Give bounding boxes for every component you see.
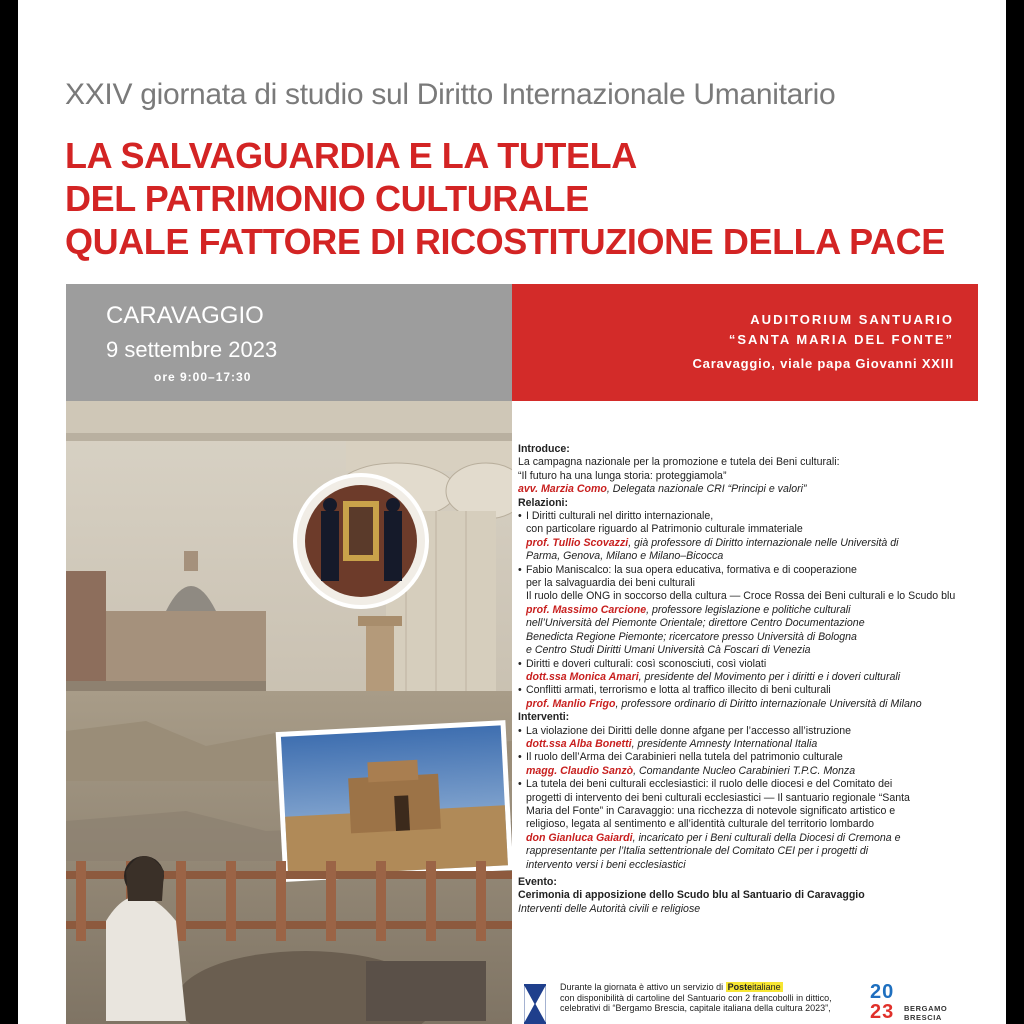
speaker-role: , professore legislazione e politiche culturali (646, 603, 851, 616)
speaker-role-cont (518, 845, 968, 858)
talk-title: • I Diritti culturali nel diritto internazionale, (518, 510, 968, 523)
evento-title: Cerimonia di apposizione dello Scudo blu al Santuario di Caravaggio (518, 889, 865, 902)
footer-line-1: Durante la giornata è attivo un servizio di (560, 982, 724, 992)
speaker-line (518, 671, 968, 684)
blue-shield-icon (524, 984, 546, 1024)
speaker-role: , già professore di Diritto internazionale nelle Università di (628, 536, 899, 549)
event-subtitle: XXIV giornata di studio sul Diritto Internazionale Umanitario (65, 78, 836, 111)
speaker-role: nell’Università del Piemonte Orientale; direttore Centro Documentazione (526, 617, 865, 630)
speaker-role: , Comandante Nucleo Carabinieri T.P.C. Monza (633, 764, 856, 777)
speaker-role-cont (518, 617, 968, 630)
poste-bold: Poste (727, 982, 753, 992)
talk-title: • La tutela dei beni culturali ecclesiastici: il ruolo delle diocesi e del Comitato dei (518, 778, 968, 791)
footer-line-2: con disponibilità di cartoline del Santuario con 2 francobolli in dittico, (560, 992, 832, 1003)
heritage-collage-image (66, 401, 512, 1024)
program-text (518, 443, 968, 916)
speaker-role: , incaricato per i Beni culturali della Diocesi di Cremona e (632, 831, 901, 844)
intro-line: “Il futuro ha una lunga storia: proteggiamola” (518, 469, 727, 482)
venue-address: Caravaggio, viale papa Giovanni XXIII (692, 356, 954, 371)
speaker-role-cont (518, 644, 968, 657)
logo-digits-bottom: 23 (870, 1001, 895, 1023)
speaker-role-cont (518, 859, 968, 872)
poste-italiane-logo (726, 982, 783, 992)
title-line-1: LA SALVAGUARDIA E LA TUTELA (65, 135, 637, 176)
speaker-role-cont (518, 550, 968, 563)
collage-illustration (66, 401, 512, 1024)
speaker-role: Parma, Genova, Milano e Milano–Bicocca (526, 550, 724, 563)
event-city: CARAVAGGIO (106, 302, 264, 329)
speaker-line (518, 537, 968, 550)
speaker-role: , professore ordinario di Diritto internazionale Università di Milano (615, 697, 922, 710)
speaker-line (518, 765, 968, 778)
section-evento: Evento: (518, 876, 557, 888)
speaker-name: avv. Marzia Como (518, 483, 607, 496)
venue-band (512, 284, 978, 401)
speaker-name: prof. Manlio Frigo (526, 697, 616, 710)
section-introduce: Introduce: (518, 443, 570, 455)
bergamo-text: BERGAMO (904, 1004, 948, 1013)
poster-page (18, 0, 1006, 1024)
footer (518, 982, 978, 1024)
venue-sanctuary: “SANTA MARIA DEL FONTE” (728, 332, 954, 347)
section-relazioni: Relazioni: (518, 496, 569, 509)
logo-digits-top: 20 (870, 981, 895, 1003)
footer-line (560, 982, 880, 993)
title-line-2: DEL PATRIMONIO CULTURALE (65, 178, 589, 219)
speaker-name: dott.ssa Monica Amari (526, 670, 639, 683)
date-band (66, 284, 512, 401)
speaker-role: , presidente del Movimento per i diritti e i doveri culturali (638, 670, 901, 683)
intro-line: La campagna nazionale per la promozione e tutela dei Beni culturali: (518, 456, 840, 469)
talk-title: Maria del Fonte” in Caravaggio: una ricchezza di notevole significato artistico e (526, 804, 896, 817)
footer-text (560, 982, 880, 1014)
venue-name: AUDITORIUM SANTUARIO (750, 312, 954, 327)
poste-light: italiane (752, 982, 781, 992)
speaker-role-cont (518, 631, 968, 644)
section-interventi: Interventi: (518, 711, 570, 724)
title-line-3: QUALE FATTORE DI RICOSTITUZIONE DELLA PACE (65, 221, 945, 262)
footer-line-3: celebrativi di “Bergamo Brescia, capitale italiana della cultura 2023”, (560, 1003, 831, 1014)
evento-note: Interventi delle Autorità civili e religiose (518, 902, 701, 915)
talk-title: • Fabio Maniscalco: la sua opera educativa, formativa e di cooperazione (518, 564, 968, 577)
speaker-name: don Gianluca Gaiardi (526, 831, 633, 844)
talk-title: • Diritti e doveri culturali: così sconosciuti, così violati (518, 658, 968, 671)
talk-title: per la salvaguardia dei beni culturali (526, 577, 696, 590)
speaker-role: rappresentante per l’Italia settentrionale del Comitato CEI per i progetti di (526, 845, 869, 858)
speaker-line (518, 738, 968, 751)
speaker-name: prof. Tullio Scovazzi (526, 536, 629, 549)
speaker-role: e Centro Studi Diritti Umani Università Cà Foscari di Venezia (526, 644, 811, 657)
bergamo-brescia-label (904, 1004, 947, 1022)
brescia-text: BRESCIA (904, 1013, 942, 1022)
speaker-role: , Delegata nazionale CRI “Principi e valori” (606, 483, 807, 496)
event-hours: ore 9:00–17:30 (154, 370, 252, 384)
speaker-role: intervento versi i beni ecclesiastici (526, 858, 686, 871)
talk-title: • Il ruolo dell’Arma dei Carabinieri nella tutela del patrimonio culturale (518, 751, 968, 764)
intro-speaker-line (518, 483, 968, 496)
talk-title: progetti di intervento dei beni culturali ecclesiastici — Il santuario regionale “Santa (526, 791, 910, 804)
event-title (65, 134, 945, 263)
event-date: 9 settembre 2023 (106, 337, 278, 362)
speaker-role: , presidente Amnesty International Italia (631, 737, 818, 750)
talk-title: con particolare riguardo al Patrimonio culturale immateriale (526, 523, 803, 536)
evento-note-line (518, 903, 968, 916)
talk-title: • Conflitti armati, terrorismo e lotta al traffico illecito di beni culturali (518, 684, 968, 697)
talk-title: religioso, legata al sentimento e all’identità culturale del territorio lombardo (526, 818, 875, 831)
speaker-line (518, 604, 968, 617)
capitale-cultura-logo (870, 982, 904, 1024)
speaker-line (518, 698, 968, 711)
speaker-name: prof. Massimo Carcione (526, 603, 647, 616)
talk-title: Il ruolo delle ONG in soccorso della cultura — Croce Rossa dei Beni culturali e lo Scudo blu (526, 590, 956, 603)
talk-title: • La violazione dei Diritti delle donne afgane per l’accesso all’istruzione (518, 725, 968, 738)
speaker-name: dott.ssa Alba Bonetti (526, 737, 632, 750)
speaker-name: magg. Claudio Sanzò (526, 764, 634, 777)
speaker-line (518, 832, 968, 845)
speaker-role: Benedicta Regione Piemonte; ricercatore presso Università di Bologna (526, 630, 857, 643)
